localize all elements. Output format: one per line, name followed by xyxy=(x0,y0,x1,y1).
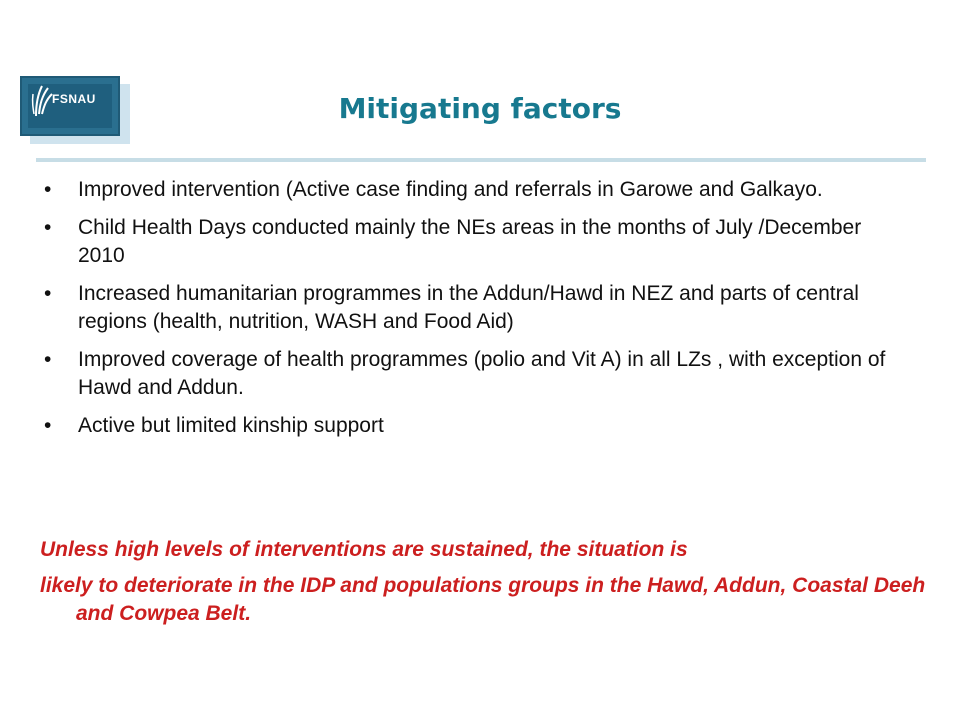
bullet-text: Increased humanitarian programmes in the Addun/Hawd in NEZ and parts of central regions (health, nutrition, WASH and Food Aid) xyxy=(78,282,859,333)
bullet-item xyxy=(44,346,904,402)
bullet-text: Improved coverage of health programmes (polio and Vit A) in all LZs , with exception of Hawd and Addun. xyxy=(78,348,886,399)
bullet-dot: • xyxy=(44,282,52,305)
conclusion-line-2: likely to deteriorate in the IDP and populations groups in the Hawd, Addun, Coastal Deeh and Cowpea Belt. xyxy=(40,574,926,625)
bullet-dot: • xyxy=(44,216,52,239)
bullet-item xyxy=(44,176,904,204)
bullet-dot: • xyxy=(44,178,52,201)
grain-stalk-icon xyxy=(30,84,54,118)
bullet-text: Active but limited kinship support xyxy=(78,414,384,437)
fsnau-logo xyxy=(20,76,130,144)
title-divider xyxy=(36,158,926,162)
logo-text: FSNAU xyxy=(52,92,96,106)
bullet-dot: • xyxy=(44,348,52,371)
conclusion-line-1: Unless high levels of interventions are sustained, the situation is xyxy=(40,538,688,561)
bullet-item xyxy=(44,412,904,440)
bullet-text: Improved intervention (Active case finding and referrals in Garowe and Galkayo. xyxy=(78,178,823,201)
slide-title: Mitigating factors xyxy=(338,92,622,125)
logo-frame xyxy=(20,76,120,136)
bullet-dot: • xyxy=(44,414,52,437)
bullet-item xyxy=(44,280,904,336)
bullet-list xyxy=(44,176,904,450)
bullet-item xyxy=(44,214,904,270)
bullet-text: Child Health Days conducted mainly the NEs areas in the months of July /December 2010 xyxy=(78,216,862,267)
conclusion-note xyxy=(40,536,930,628)
